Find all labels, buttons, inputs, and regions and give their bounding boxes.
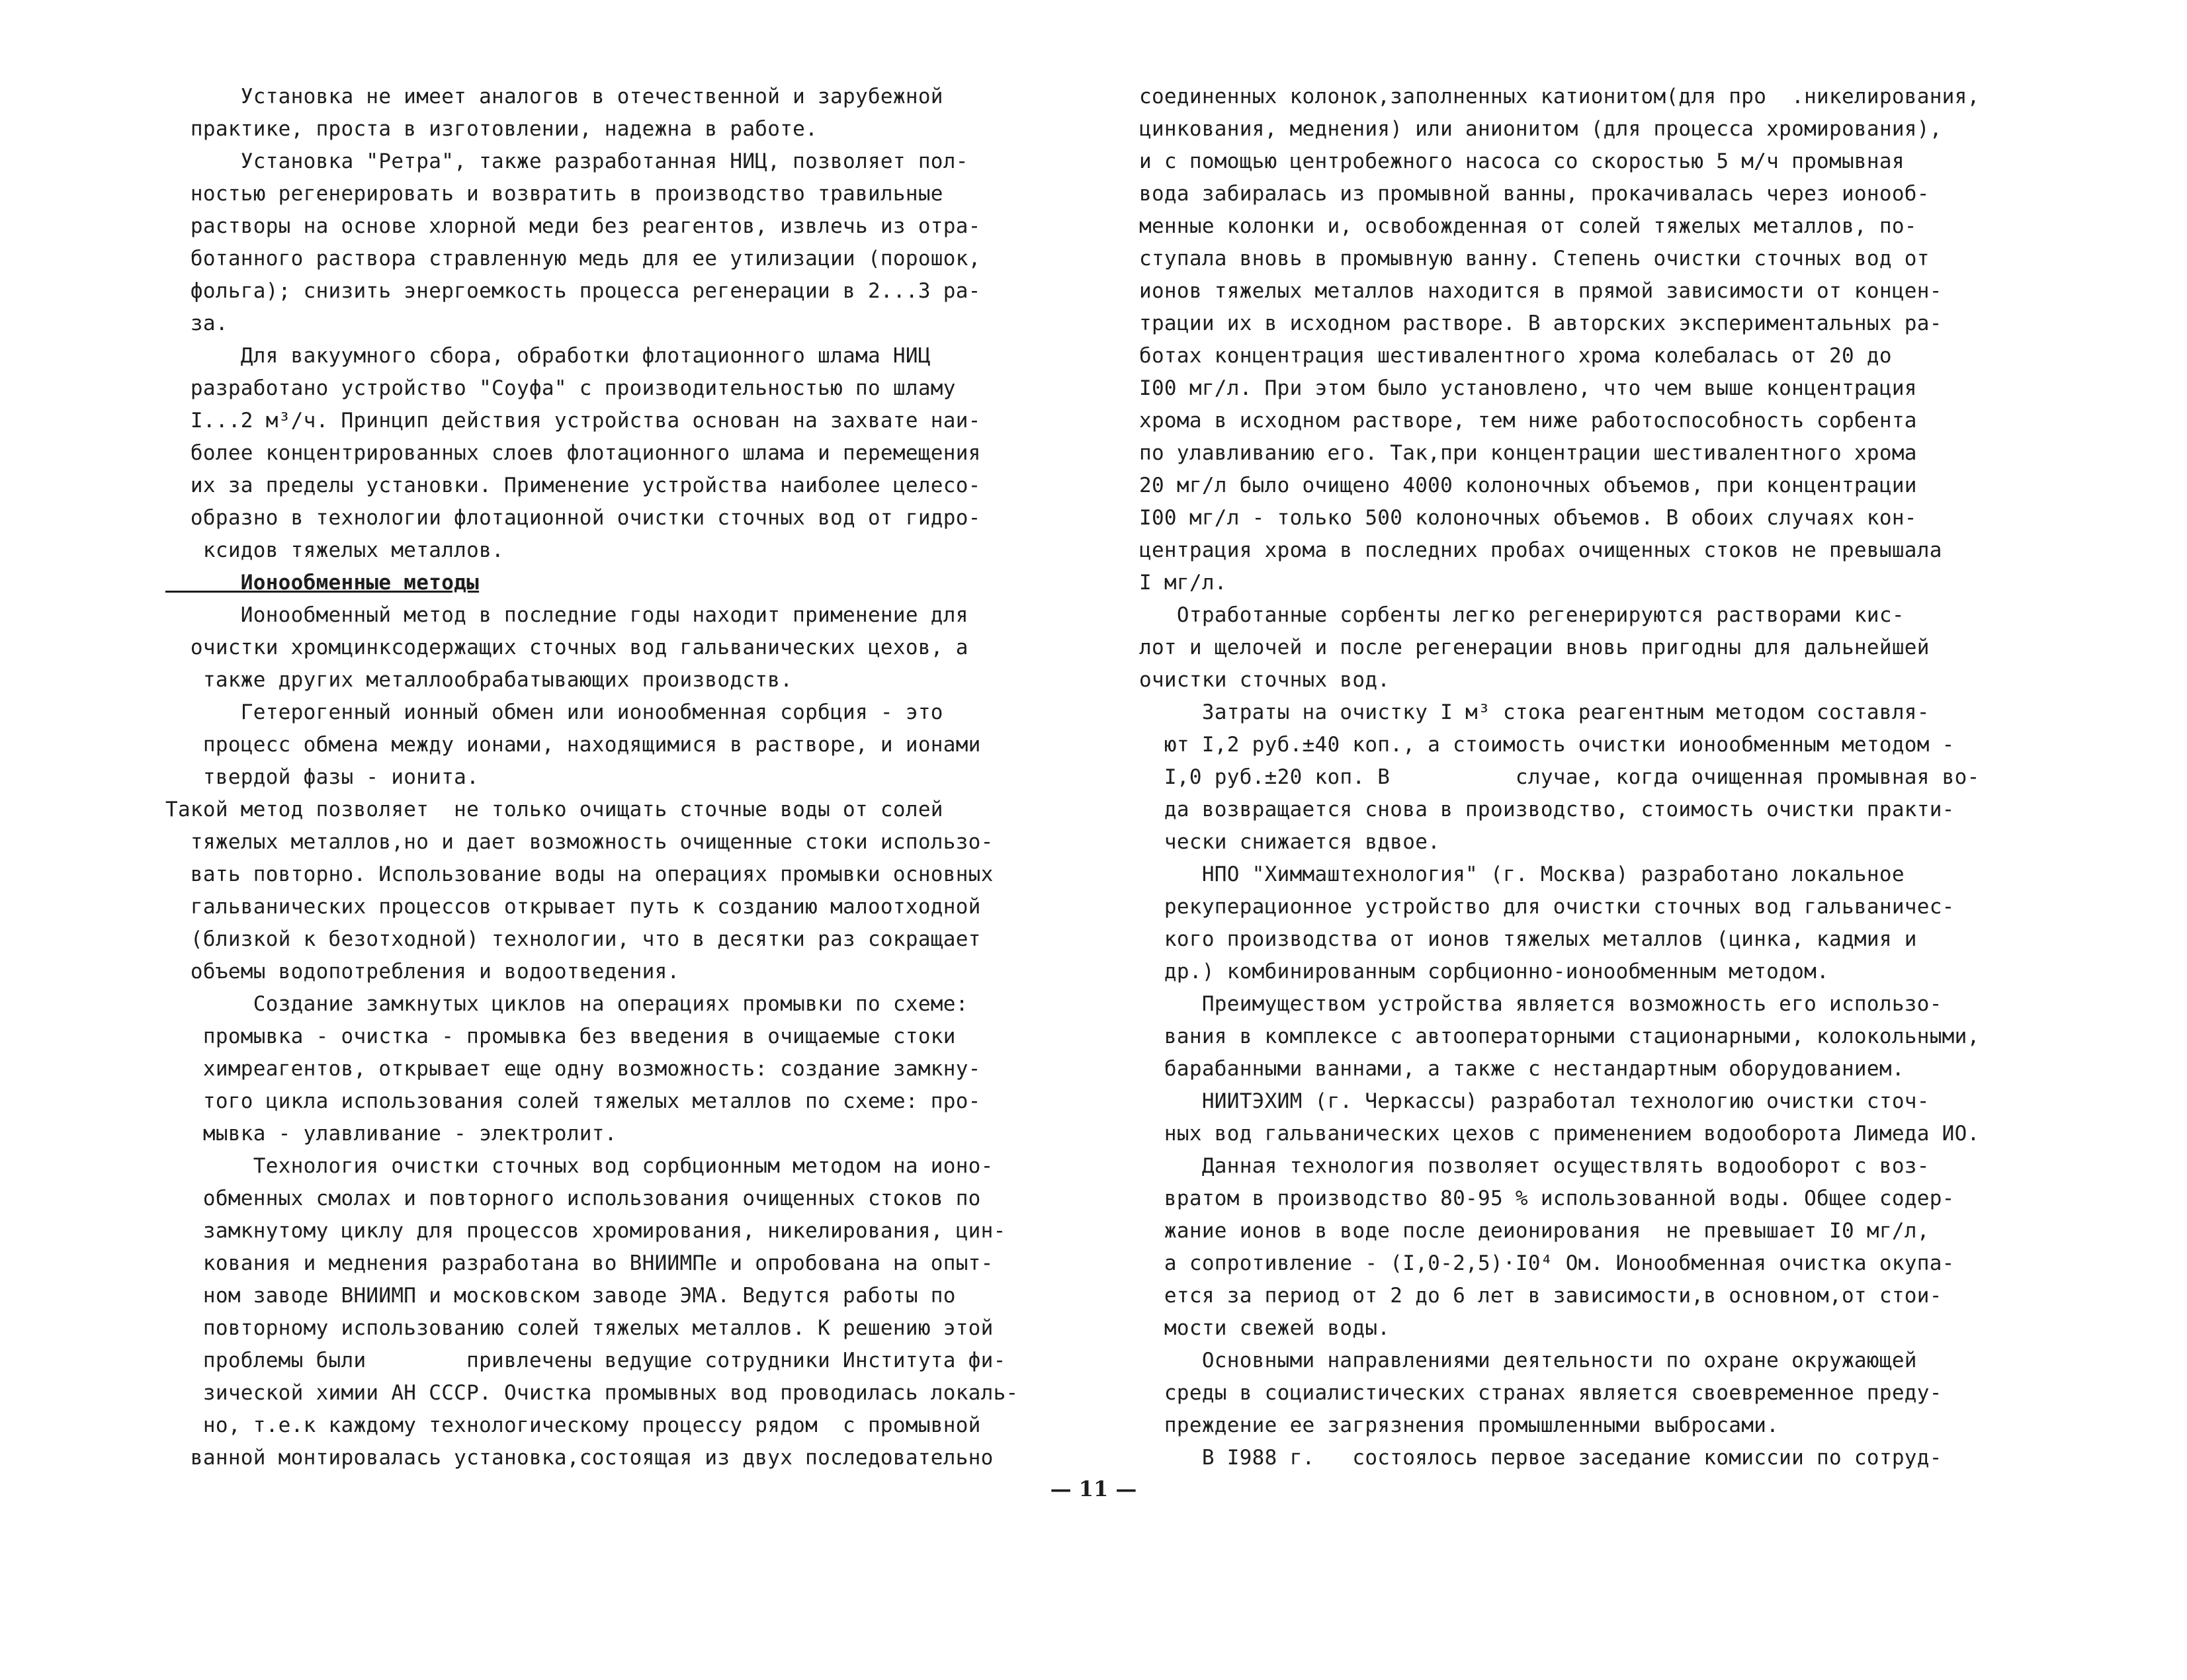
left-column-line: проблемы были привлечены ведущие сотрудники Института фи- [165, 1349, 1006, 1372]
right-column-line: ступала вновь в промывную ванну. Степень очистки сточных вод от [1139, 247, 1930, 271]
left-column-line: за. [165, 312, 228, 335]
right-column-line: Основными направлениями деятельности по охране окружающей [1139, 1349, 1917, 1372]
right-column-line: В I988 г. состоялось первое заседание комиссии по сотруд- [1139, 1446, 1942, 1470]
right-column-line: и с помощью центробежного насоса со скоростью 5 м/ч промывная [1139, 149, 1905, 173]
left-column-line: того цикла использования солей тяжелых металлов по схеме: про- [165, 1089, 981, 1113]
right-column-line: ется за период от 2 до 6 лет в зависимости,в основном,от стои- [1139, 1284, 1942, 1308]
right-column-line: ют I,2 руб.±40 коп., а стоимость очистки ионообменным методом - [1139, 733, 1955, 757]
right-column-line: а сопротивление - (I,0-2,5)·I0⁴ Ом. Ионообменная очистка окупа- [1139, 1251, 1955, 1275]
right-column-line: НПО "Химмаштехнология" (г. Москва) разработано локальное [1139, 862, 1905, 886]
right-column-line: др.) комбинированным сорбционно-ионообменным методом. [1139, 960, 1829, 984]
right-column-line: Данная технология позволяет осуществлять водооборот с воз- [1139, 1154, 1930, 1178]
left-column-line: Установка "Ретра", также разработанная НИЦ, позволяет пол- [165, 149, 968, 173]
left-column-line: фольга); снизить энергоемкость процесса регенерации в 2...3 ра- [165, 279, 981, 303]
left-column-line: зической химии АН СССР. Очистка промывных вод проводилась локаль- [165, 1381, 1019, 1405]
left-column-line: промывка - очистка - промывка без введения в очищаемые стоки [165, 1025, 956, 1048]
left-column-line: ванной монтировалась установка,состоящая из двух последовательно [165, 1446, 994, 1470]
right-column-line: Отработанные сорбенты легко регенерируются растворами кис- [1139, 603, 1905, 627]
left-column-line: ксидов тяжелых металлов. [165, 538, 505, 562]
left-column-line: более концентрированных слоев флотационного шлама и перемещения [165, 441, 981, 465]
right-column-line: цинкования, меднения) или анионитом (для процесса хромирования), [1139, 117, 1942, 141]
left-column-line: очистки хромцинксодержащих сточных вод гальванических цехов, а [165, 636, 968, 659]
left-column-line: повторному использованию солей тяжелых металлов. К решению этой [165, 1316, 994, 1340]
right-column [1139, 81, 2026, 1474]
right-column-line: среды в социалистических странах является своевременное преду- [1139, 1381, 1942, 1405]
left-column-line: Установка не имеет аналогов в отечественной и зарубежной [165, 85, 943, 108]
right-column-line: 20 мг/л было очищено 4000 колоночных объемов, при концентрации [1139, 474, 1917, 497]
right-column-line: чески снижается вдвое. [1139, 830, 1441, 854]
right-column-line: менные колонки и, освобожденная от солей тяжелых металлов, по- [1139, 214, 1917, 238]
left-column-line: также других металлообрабатывающих производств. [165, 668, 793, 692]
right-column-line: ионов тяжелых металлов находится в прямой зависимости от концен- [1139, 279, 1942, 303]
left-column-line: их за пределы установки. Применение устройства наиболее целесо- [165, 474, 981, 497]
right-column-line: ных вод гальванических цехов с применением водооборота Лимеда ИО. [1139, 1122, 1980, 1146]
left-column-line: Создание замкнутых циклов на операциях промывки по схеме: [165, 992, 968, 1016]
right-column-line: ботах концентрация шестивалентного хрома колебалась от 20 до [1139, 344, 1892, 368]
right-column-line: да возвращается снова в производство, стоимость очистки практи- [1139, 798, 1955, 821]
left-column-line: вать повторно. Использование воды на операциях промывки основных [165, 862, 994, 886]
left-column-line: Для вакуумного сбора, обработки флотационного шлама НИЦ [165, 344, 931, 368]
left-column [165, 81, 1045, 1474]
page-number: — 11 — [1050, 1476, 1137, 1501]
right-column-line: рекуперационное устройство для очистки сточных вод гальваничес- [1139, 895, 1955, 919]
left-column-line: твердой фазы - ионита. [165, 765, 480, 789]
left-column-line: ботанного раствора стравленную медь для ее утилизации (порошок, [165, 247, 981, 271]
right-column-line: трации их в исходном растворе. В авторских экспериментальных ра- [1139, 312, 1942, 335]
left-column-line: (близкой к безотходной) технологии, что в десятки раз сокращает [165, 927, 981, 951]
left-column-line: гальванических процессов открывает путь к созданию малоотходной [165, 895, 981, 919]
right-column-line: Затраты на очистку I м³ стока реагентным методом составля- [1139, 700, 1930, 724]
left-column-line: процесс обмена между ионами, находящимися в растворе, и ионами [165, 733, 981, 757]
left-column-line: образно в технологии флотационной очистки сточных вод от гидро- [165, 506, 981, 530]
left-column-line: ностью регенерировать и возвратить в производство травильные [165, 182, 943, 206]
left-column-line: растворы на основе хлорной меди без реагентов, извлечь из отра- [165, 214, 981, 238]
right-column-line: I мг/л. [1139, 571, 1227, 595]
left-column-line: мывка - улавливание - электролит. [165, 1122, 617, 1146]
right-column-line: по улавливанию его. Так,при концентрации шестивалентного хрома [1139, 441, 1917, 465]
right-column-line: кого производства от ионов тяжелых металлов (цинка, кадмия и [1139, 927, 1917, 951]
left-column-line: обменных смолах и повторного использования очищенных стоков по [165, 1187, 981, 1210]
right-column-line: вания в комплексе с автооператорными стационарными, колокольными, [1139, 1025, 1980, 1048]
right-column-line: I00 мг/л. При этом было установлено, что чем выше концентрация [1139, 376, 1917, 400]
right-column-line: Преимуществом устройства является возможность его использо- [1139, 992, 1942, 1016]
right-column-line: преждение ее загрязнения промышленными выбросами. [1139, 1413, 1780, 1437]
left-column-line: замкнутому циклу для процессов хромирования, никелирования, цин- [165, 1219, 1006, 1243]
right-column-line: соединенных колонок,заполненных катионитом(для про .никелирования, [1139, 85, 1980, 108]
right-column-line: I00 мг/л - только 500 колоночных объемов. В обоих случаях кон- [1139, 506, 1917, 530]
left-column-line: химреагентов, открывает еще одну возможность: создание замкну- [165, 1057, 981, 1081]
right-column-line: вратом в производство 80-95 % использованной воды. Общее содер- [1139, 1187, 1955, 1210]
right-column-line: центрация хрома в последних пробах очищенных стоков не превышала [1139, 538, 1942, 562]
right-column-line: I,0 руб.±20 коп. В случае, когда очищенная промывная во- [1139, 765, 1980, 789]
left-column-line: тяжелых металлов,но и дает возможность очищенные стоки использо- [165, 830, 994, 854]
left-column-line: объемы водопотребления и водоотведения. [165, 960, 680, 984]
right-column-line: барабанными ваннами, а также с нестандартным оборудованием. [1139, 1057, 1905, 1081]
left-column-line: кования и меднения разработана во ВНИИМПе и опробована на опыт- [165, 1251, 994, 1275]
right-column-line: вода забиралась из промывной ванны, прокачивалась через ионооб- [1139, 182, 1930, 206]
section-heading: Ионообменные методы [165, 571, 480, 595]
left-column-line: но, т.е.к каждому технологическому процессу рядом с промывной [165, 1413, 981, 1437]
right-column-line: мости свежей воды. [1139, 1316, 1391, 1340]
right-column-line: НИИТЭХИМ (г. Черкассы) разработал технологию очистки сточ- [1139, 1089, 1930, 1113]
left-column-line: Такой метод позволяет не только очищать сточные воды от солей [165, 798, 943, 821]
left-column-line: I...2 м³/ч. Принцип действия устройства основан на захвате наи- [165, 409, 981, 433]
left-column-line: Ионообменный метод в последние годы находит применение для [165, 603, 968, 627]
right-column-line: жание ионов в воде после деионирования не превышает I0 мг/л, [1139, 1219, 1930, 1243]
left-column-line: практике, проста в изготовлении, надежна в работе. [165, 117, 818, 141]
left-column-line: Гетерогенный ионный обмен или ионообменная сорбция - это [165, 700, 943, 724]
right-column-line: хрома в исходном растворе, тем ниже работоспособность сорбента [1139, 409, 1917, 433]
right-column-line: лот и щелочей и после регенерации вновь пригодны для дальнейшей [1139, 636, 1930, 659]
left-column-line: ном заводе ВНИИМП и московском заводе ЭМА. Ведутся работы по [165, 1284, 956, 1308]
left-column-line: Технология очистки сточных вод сорбционным методом на ионо- [165, 1154, 994, 1178]
right-column-line: очистки сточных вод. [1139, 668, 1391, 692]
left-column-line: разработано устройство "Соуфа" с производительностью по шламу [165, 376, 956, 400]
